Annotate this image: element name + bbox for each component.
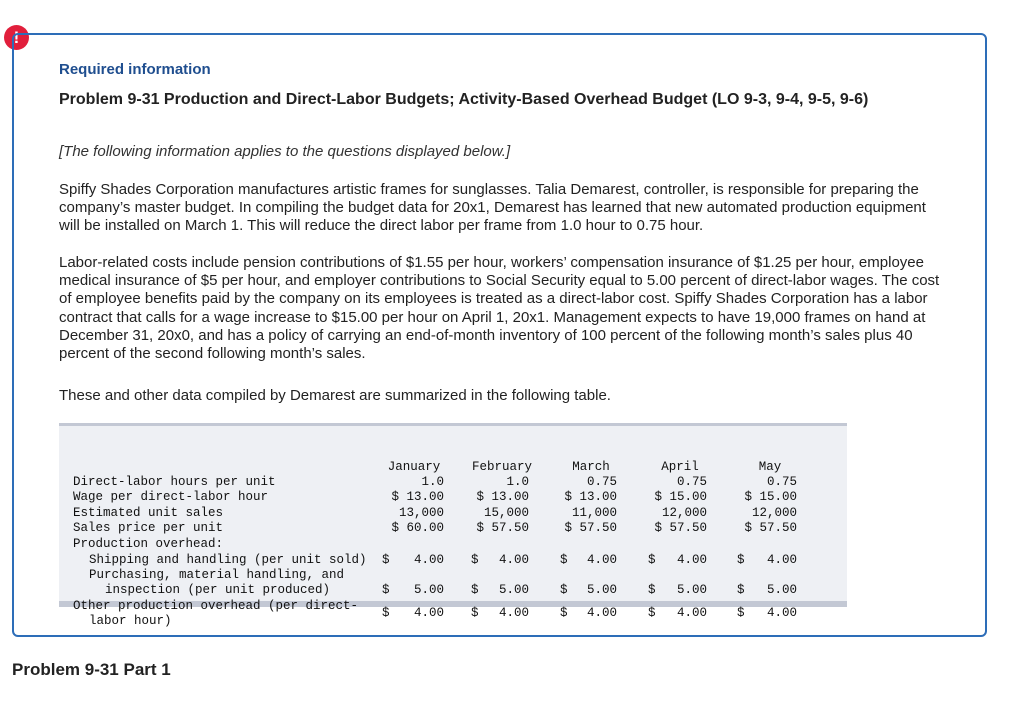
row-other-overhead-value: 4.00 (413, 606, 444, 620)
row-shipping-value: 4.00 (676, 553, 707, 567)
paragraph-intro: Spiffy Shades Corporation manufactures artistic frames for sunglasses. Talia Demarest, controller, is responsible for preparing the company’s master budget. In compiling the budget data for 20x1, Demarest has learned that new automated production equipment will be installed on March 1. This will reduce the direct labor per frame from 1.0 hour to 0.75 hour. (59, 181, 926, 235)
row-purchasing-dollar: $ (648, 583, 656, 597)
month-header: April (661, 460, 699, 474)
row-estimated-unit-sales-label: Estimated unit sales (73, 506, 224, 520)
row-estimated-unit-sales-value: 11,000 (571, 506, 617, 520)
row-direct-labor-hours-value: 1.0 (506, 475, 529, 489)
row-purchasing-value: 5.00 (766, 583, 797, 597)
row-direct-labor-hours-value: 1.0 (421, 475, 444, 489)
row-purchasing-dollar: $ (382, 583, 390, 597)
required-info-label: Required information (59, 61, 211, 78)
row-production-overhead-header: Production overhead: (73, 537, 224, 551)
row-other-overhead-label-line2: labor hour) (89, 614, 172, 628)
row-direct-labor-hours-label: Direct-labor hours per unit (73, 475, 276, 489)
row-shipping-value: 4.00 (766, 553, 797, 567)
row-shipping-value: 4.00 (413, 553, 444, 567)
row-shipping-value: 4.00 (498, 553, 529, 567)
row-direct-labor-hours-value: 0.75 (586, 475, 617, 489)
row-wage-per-hour-value: $ 13.00 (476, 490, 529, 504)
info-note: [The following information applies to the questions displayed below.] (59, 143, 511, 160)
row-shipping-label: Shipping and handling (per unit sold) (89, 553, 367, 567)
month-header: February (471, 460, 532, 474)
row-estimated-unit-sales-value: 13,000 (398, 506, 444, 520)
row-estimated-unit-sales-value: 12,000 (661, 506, 707, 520)
row-wage-per-hour-value: $ 15.00 (654, 490, 707, 504)
row-sales-price-value: $ 57.50 (476, 521, 529, 535)
month-header: March (572, 460, 610, 474)
row-purchasing-value: 5.00 (676, 583, 707, 597)
row-shipping-dollar: $ (560, 553, 568, 567)
row-sales-price-value: $ 57.50 (654, 521, 707, 535)
row-wage-per-hour-value: $ 15.00 (744, 490, 797, 504)
row-other-overhead-value: 4.00 (766, 606, 797, 620)
row-direct-labor-hours-value: 0.75 (676, 475, 707, 489)
row-other-overhead-dollar: $ (737, 606, 745, 620)
row-other-overhead-dollar: $ (382, 606, 390, 620)
row-other-overhead-dollar: $ (560, 606, 568, 620)
row-shipping-dollar: $ (648, 553, 656, 567)
row-purchasing-label-line1: Purchasing, material handling, and (89, 568, 345, 582)
required-information-card (12, 33, 987, 637)
month-header: May (758, 460, 782, 474)
row-purchasing-value: 5.00 (586, 583, 617, 597)
row-shipping-value: 4.00 (586, 553, 617, 567)
alert-icon: ! (4, 25, 29, 50)
row-purchasing-value: 5.00 (498, 583, 529, 597)
row-sales-price-value: $ 60.00 (391, 521, 444, 535)
row-shipping-dollar: $ (471, 553, 479, 567)
month-header: January (387, 460, 441, 474)
row-other-overhead-value: 4.00 (586, 606, 617, 620)
problem-title: Problem 9-31 Production and Direct-Labor Budgets; Activity-Based Overhead Budget (LO 9-3, 9-4, 9-5, 9-6) (59, 91, 869, 108)
row-sales-price-value: $ 57.50 (744, 521, 797, 535)
row-purchasing-dollar: $ (471, 583, 479, 597)
row-other-overhead-dollar: $ (471, 606, 479, 620)
row-other-overhead-value: 4.00 (498, 606, 529, 620)
row-shipping-dollar: $ (737, 553, 745, 567)
row-sales-price-label: Sales price per unit (73, 521, 224, 535)
row-wage-per-hour-value: $ 13.00 (564, 490, 617, 504)
row-other-overhead-label-line1: Other production overhead (per direct- (73, 599, 359, 613)
paragraph-labor-costs: Labor-related costs include pension contributions of $1.55 per hour, workers’ compensation insurance of $1.25 per hour, employee medical insurance of $5 per hour, and employer contributions to Social Security equal to 5.00 percent of direct-labor wages. The cost of employee benefits paid by the company on its employees is treated as a direct-labor cost. Spiffy Shades Corporation has a labor contract that calls for a wage increase to $15.00 per hour on April 1, 20x1. Management expects to have 19,000 frames on hand at December 31, 20x0, and has a policy of carrying an end-of-month inventory of 100 percent of the following month’s sales plus 40 percent of the second following month’s sales. (59, 254, 940, 363)
part-heading: Problem 9-31 Part 1 (12, 660, 171, 679)
row-shipping-dollar: $ (382, 553, 390, 567)
row-wage-per-hour-value: $ 13.00 (391, 490, 444, 504)
row-sales-price-value: $ 57.50 (564, 521, 617, 535)
paragraph-table-intro: These and other data compiled by Demarest are summarized in the following table. (59, 387, 611, 404)
row-other-overhead-dollar: $ (648, 606, 656, 620)
row-estimated-unit-sales-value: 12,000 (751, 506, 797, 520)
row-estimated-unit-sales-value: 15,000 (483, 506, 529, 520)
row-purchasing-dollar: $ (560, 583, 568, 597)
budget-data-table (59, 423, 847, 628)
row-purchasing-dollar: $ (737, 583, 745, 597)
row-direct-labor-hours-value: 0.75 (766, 475, 797, 489)
row-other-overhead-value: 4.00 (676, 606, 707, 620)
row-purchasing-value: 5.00 (413, 583, 444, 597)
row-wage-per-hour-label: Wage per direct-labor hour (73, 490, 269, 504)
row-purchasing-label-line2: inspection (per unit produced) (105, 583, 331, 597)
